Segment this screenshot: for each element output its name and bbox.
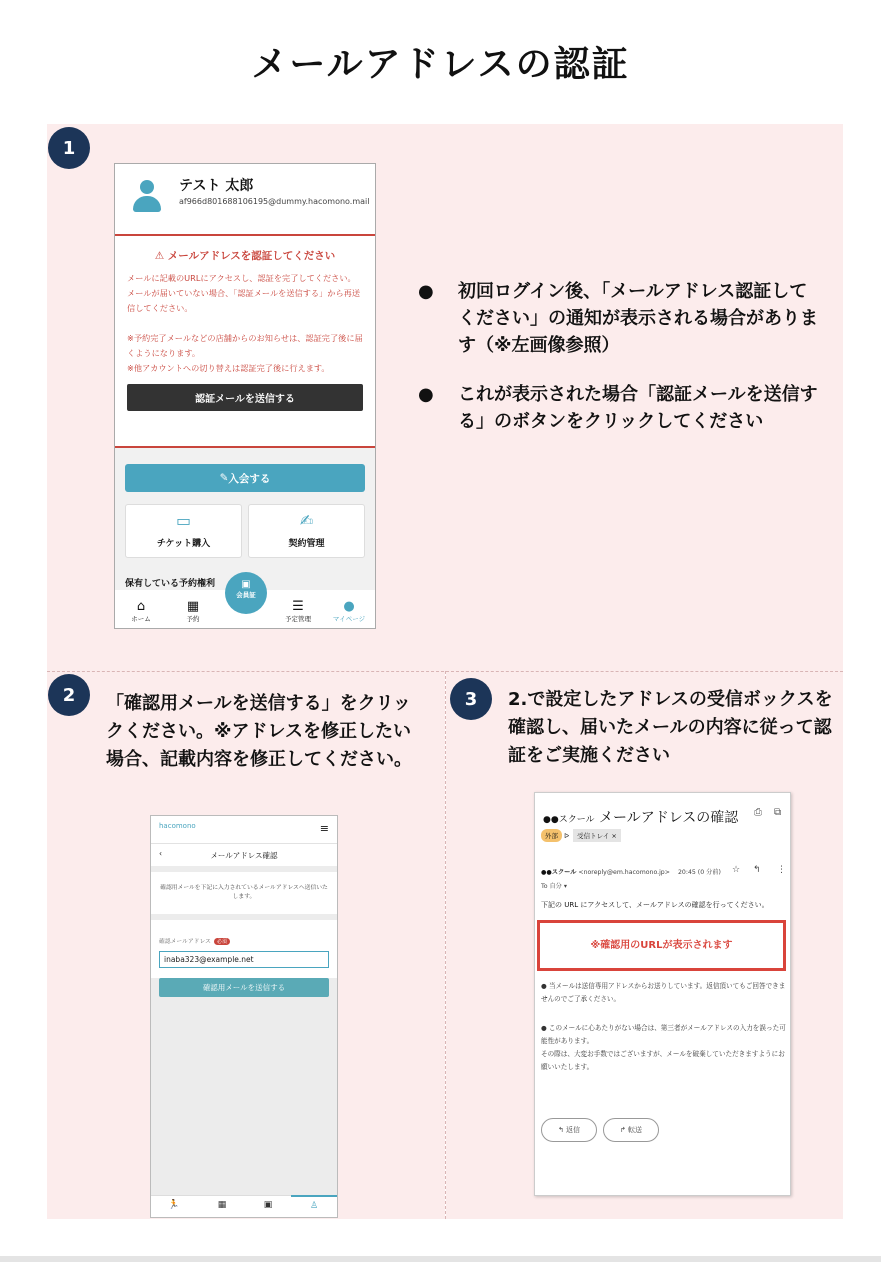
page-nav <box>151 844 337 866</box>
ticket-tile[interactable] <box>125 504 242 558</box>
bullet-item <box>418 278 818 359</box>
page-heading: メールアドレス確認 <box>210 851 278 860</box>
bottom-nav <box>151 1195 338 1217</box>
email-subject: メールアドレスの確認 <box>598 810 739 826</box>
phone-screenshot-email-confirm <box>150 815 338 1218</box>
back-icon[interactable]: ‹ <box>159 849 162 858</box>
qr-icon[interactable]: ▣ <box>263 1200 273 1210</box>
nav-home-label: ホーム <box>131 615 151 623</box>
step2-badge: 2 <box>48 674 90 716</box>
user-email: af966d801688106195@dummy.hacomono.mail <box>179 197 370 206</box>
bullet-dot: ● <box>418 281 434 302</box>
alert-body-1: メールに記載のURLにアクセスし、認証を完了してください。メールが届いていない場合、「認証メールを送信する」から再送信してください。 <box>127 273 361 313</box>
url-placeholder: ※確認用のURLが表示されます <box>537 920 786 971</box>
home-icon: ⌂ <box>136 599 146 614</box>
menu-icon[interactable]: ≡ <box>319 822 329 835</box>
nav-reserve[interactable] <box>173 600 213 623</box>
user-icon: ● <box>343 599 355 614</box>
bullet-text-1: 初回ログイン後、「メールアドレス認証してください」の通知が表示される場合があります（※左画像参照） <box>458 281 818 356</box>
forward-button[interactable] <box>603 1118 659 1142</box>
nav-mypage-label: マイページ <box>332 615 366 623</box>
avatar-icon <box>133 180 161 212</box>
alert-body-2: ※予約完了メールなどの店舗からのお知らせは、認証完了後に届くようになります。 <box>127 333 363 358</box>
verify-alert <box>115 234 375 448</box>
calendar-icon[interactable]: ▦ <box>217 1200 227 1210</box>
contract-tile[interactable] <box>248 504 365 558</box>
forward-label: 転送 <box>628 1126 643 1134</box>
step1-badge: 1 <box>48 127 90 169</box>
calendar-icon: ▦ <box>186 599 200 614</box>
open-new-icon[interactable]: ⧉ <box>774 807 782 818</box>
nav-member-label: 会員証 <box>236 591 256 599</box>
qr-icon: ▣ <box>241 579 251 590</box>
step3-text: 2.で設定したアドレスの受信ボックスを確認し、届いたメールの内容に従って認証をご実施ください <box>508 689 833 766</box>
reply-label: 返信 <box>566 1126 581 1134</box>
step1-instructions <box>418 278 818 457</box>
run-icon[interactable]: 🏃 <box>168 1200 180 1210</box>
ticket-icon: ▭ <box>175 511 192 530</box>
join-label: 入会する <box>228 472 271 485</box>
app-header <box>151 816 337 844</box>
email-note-2: ● このメールに心あたりがない場合は、第三者がメールアドレスの入力を誤った可能性があります。 <box>541 1024 786 1045</box>
nav-member-card[interactable] <box>225 572 267 614</box>
join-button[interactable] <box>125 464 365 492</box>
star-icon[interactable]: ☆ <box>732 865 741 875</box>
email-subject-line <box>543 807 738 827</box>
print-icon[interactable]: ⎙ <box>754 807 762 818</box>
footer-bar <box>0 1256 881 1262</box>
pen-icon: ✎ <box>219 472 229 484</box>
nav-schedule-label: 予定管理 <box>285 615 311 623</box>
edit-doc-icon: ✍ <box>299 511 314 530</box>
step2-text: 「確認用メールを送信する」をクリックください。※アドレスを修正したい場合、記載内容を修正してください。 <box>106 693 412 770</box>
profile-header <box>115 164 375 234</box>
send-verification-button[interactable]: 認証メールを送信する <box>127 384 363 411</box>
hacomono-logo: hacomono <box>159 822 196 830</box>
required-badge: 必須 <box>214 938 230 945</box>
subject-sender: ●●スクール <box>543 815 595 825</box>
step3-badge: 3 <box>450 678 492 720</box>
reply-button[interactable] <box>541 1118 597 1142</box>
send-confirm-mail-button[interactable]: 確認用メールを送信する <box>159 978 329 997</box>
phone-screenshot-mypage <box>114 163 376 629</box>
email-field-label: 確認メールアドレス <box>159 939 211 945</box>
reply-icon[interactable]: ↰ <box>753 865 761 875</box>
contract-label: 契約管理 <box>288 539 325 549</box>
email-from <box>541 867 670 876</box>
bullet-text-2: これが表示された場合「認証メールを送信する」のボタンをクリックしてください <box>458 384 818 432</box>
email-time: 20:45 (0 分前) <box>678 869 721 876</box>
menu-area <box>115 448 375 628</box>
sender-name: ●●スクール <box>541 869 577 876</box>
alert-heading: メールアドレスを認証してください <box>167 250 336 262</box>
reply-icon: ↰ <box>557 1126 567 1134</box>
ticket-label: チケット購入 <box>156 539 211 549</box>
confirm-description: 確認用メールを下記に入力されているメールアドレスへ送信いたします。 <box>151 872 337 914</box>
warning-icon: ⚠ <box>154 250 168 262</box>
email-note-3: その際は、大変お手数ではございますが、メールを破棄していただきますようにお願いいたします。 <box>541 1050 785 1071</box>
email-form <box>151 920 337 978</box>
owned-rights-label: 保有している予約権利 <box>125 579 216 589</box>
nav-schedule[interactable] <box>278 600 318 623</box>
email-intro: 下記の URL にアクセスして、メールアドレスの確認を行ってください。 <box>541 901 769 909</box>
bullet-item <box>418 381 818 435</box>
user-icon[interactable]: ♙ <box>291 1195 337 1211</box>
divider-vertical <box>445 671 446 1219</box>
email-to[interactable]: To 自分 ▾ <box>541 883 567 890</box>
email-tags <box>541 829 621 842</box>
nav-mypage[interactable] <box>329 600 369 623</box>
forward-icon: ↱ <box>619 1126 629 1134</box>
email-note-1: ● 当メールは送信専用アドレスからお送りしています。返信頂いてもご回答できませんのでご了承ください。 <box>541 982 786 1003</box>
sender-address: <noreply@em.hacomono.jp> <box>578 869 670 876</box>
tag-inbox[interactable]: 受信トレイ × <box>573 829 621 842</box>
bullet-dot: ● <box>418 384 434 405</box>
email-field[interactable]: inaba323@example.net <box>159 951 329 968</box>
label-icon: ᐅ <box>564 832 570 840</box>
email-screenshot <box>534 792 791 1196</box>
user-name: テスト 太郎 <box>179 178 254 194</box>
alert-body-3: ※他アカウントへの切り替えは認証完了後に行えます。 <box>127 363 330 373</box>
more-icon[interactable]: ⋮ <box>777 865 786 875</box>
tag-external: 外部 <box>541 829 562 842</box>
nav-home[interactable] <box>121 600 161 623</box>
list-icon: ☰ <box>292 599 304 614</box>
nav-reserve-label: 予約 <box>186 615 200 623</box>
page-title: メールアドレスの認証 <box>251 44 630 85</box>
